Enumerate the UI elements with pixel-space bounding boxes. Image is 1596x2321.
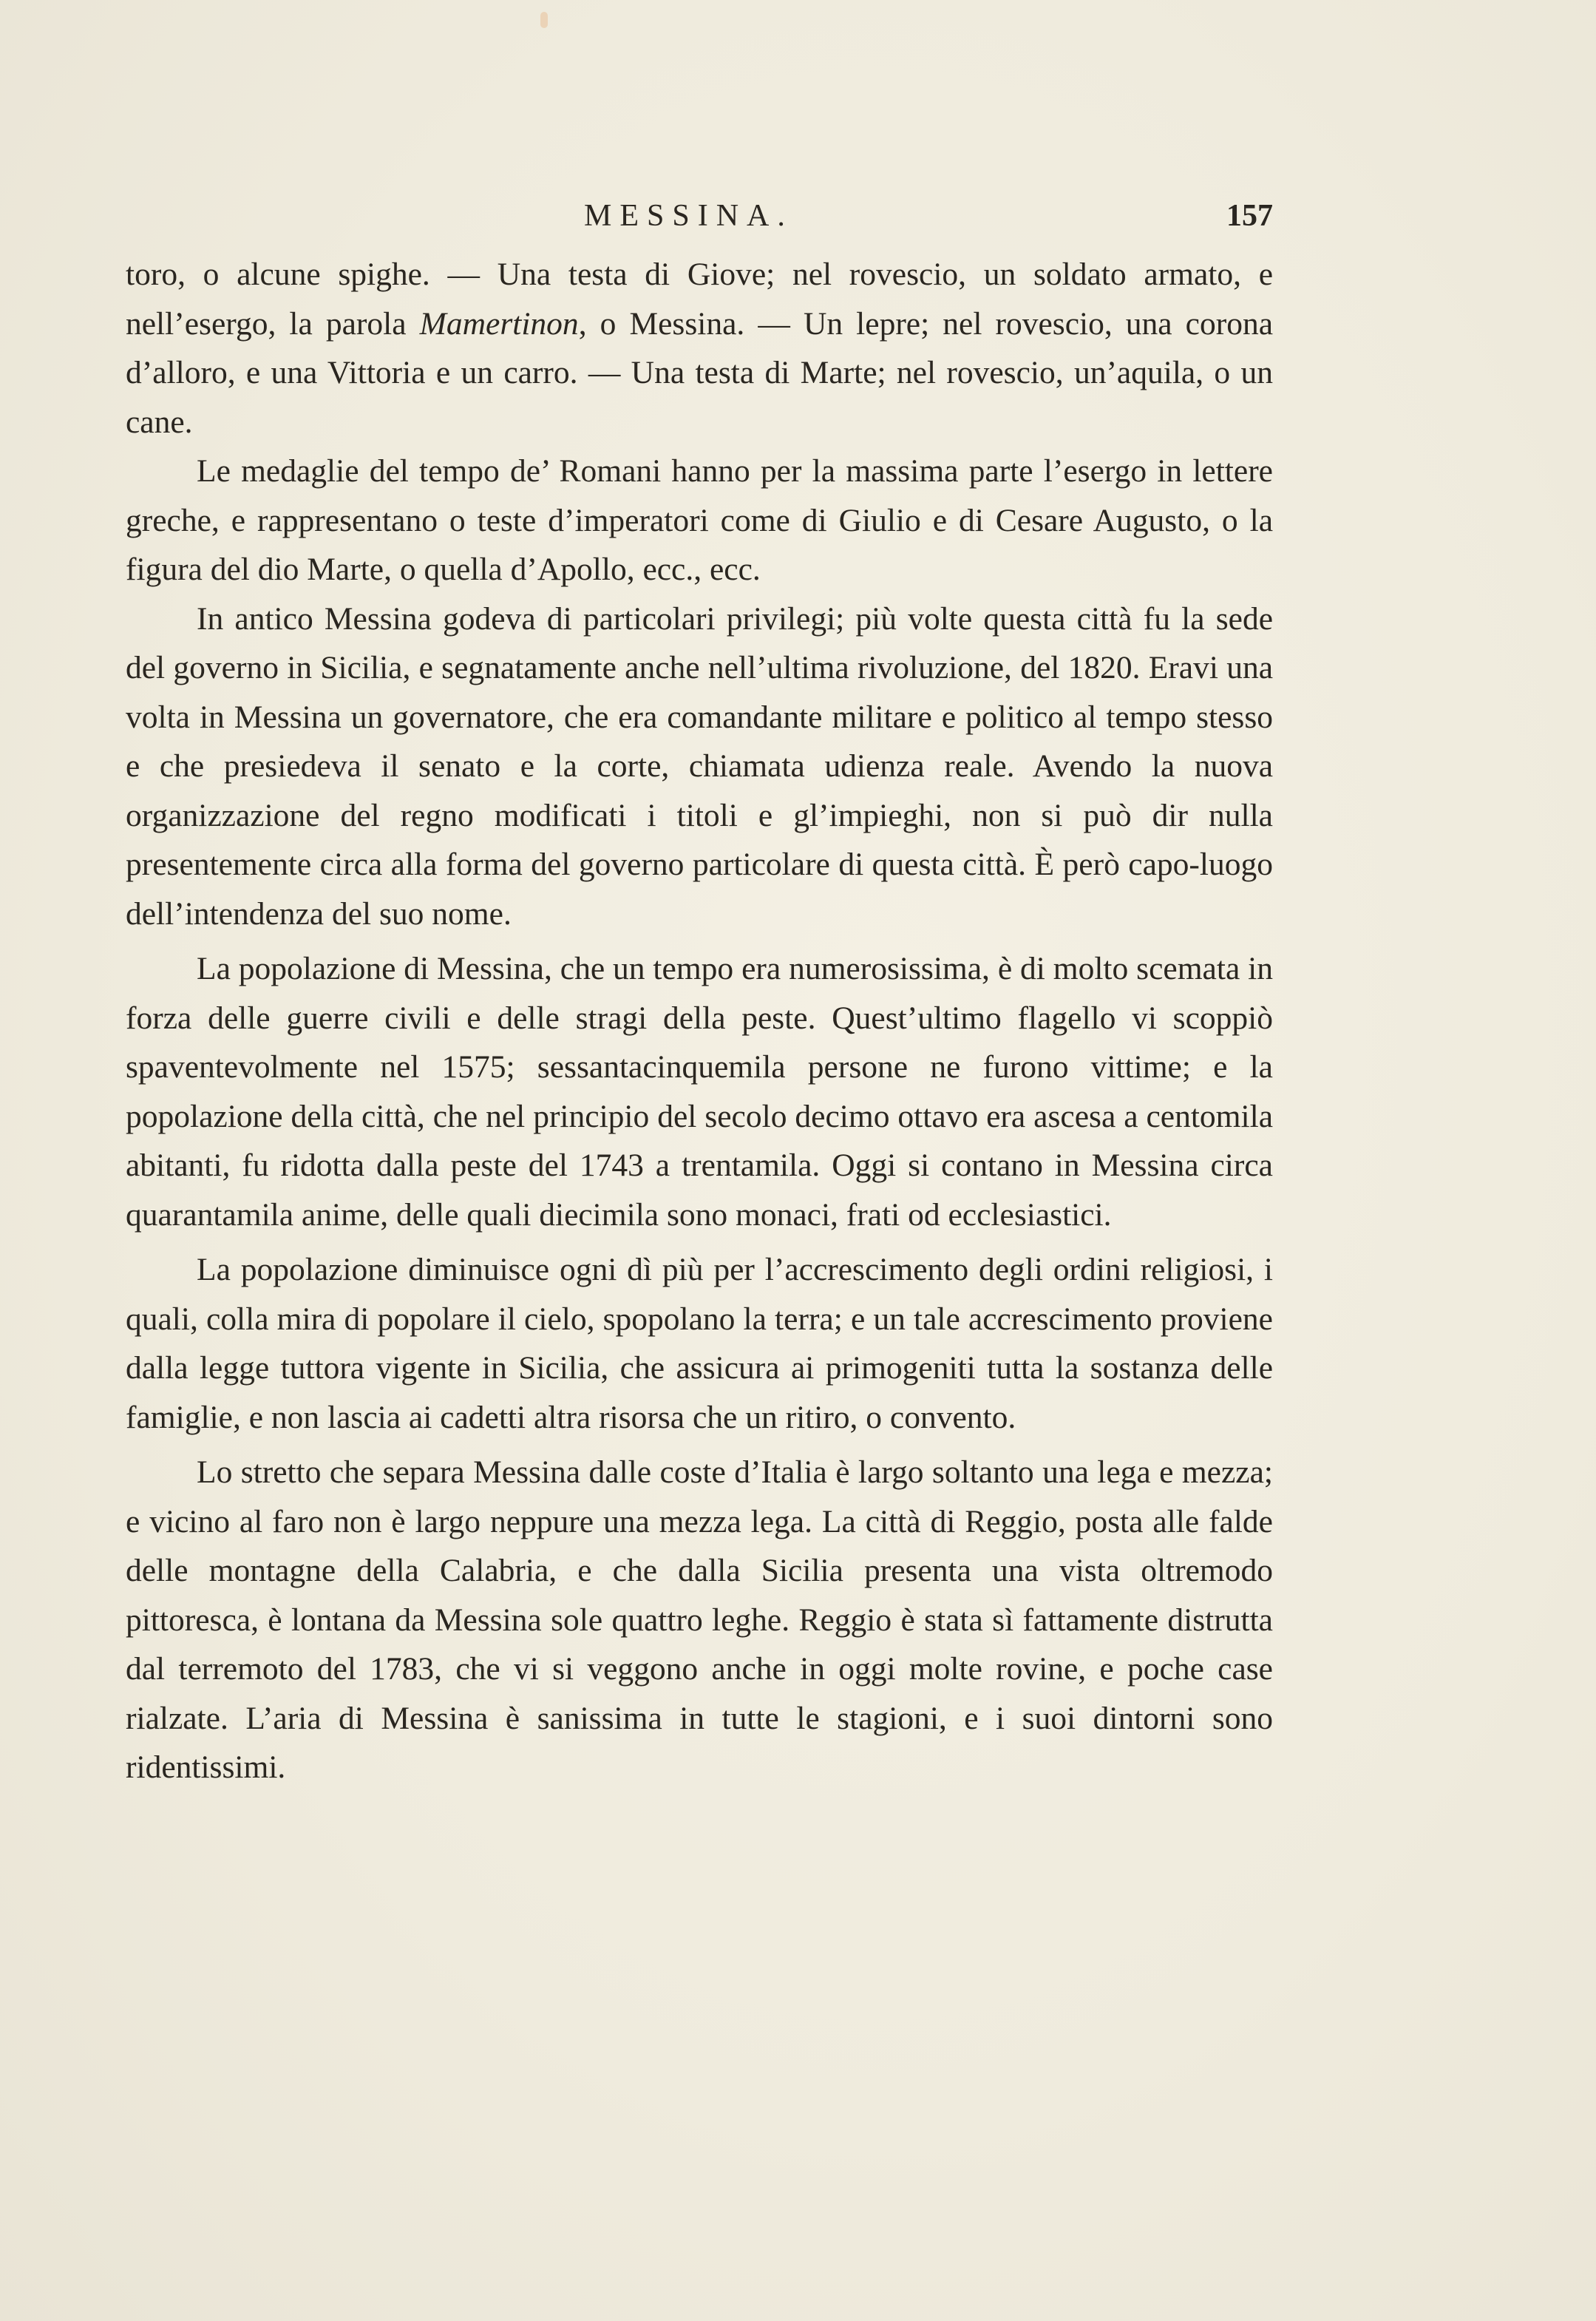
paragraph-1: toro, o alcune spighe. — Una testa di Giove; nel rovescio, un soldato armato, e nell’esergo, la parola Mamertinon, o Messina. — Un lepre; nel rovescio, una corona d’alloro, e una Vittoria e un carro. — Una testa di Marte; nel rovescio, un’aquila, o un cane.	[126, 257, 1273, 440]
paper-stain	[540, 12, 548, 28]
page-number: 157	[1226, 199, 1273, 233]
paragraph-4: La popolazione di Messina, che un tempo era numerosissima, è di molto scemata in forza delle guerre civili e delle stragi della peste. Quest’ultimo flagello vi scoppiò spaventevolmente nel 1575; sessantacinquemila persone ne furono vittime; e la popolazione della città, che nel principio del secolo decimo ottavo era ascesa a centomila abitanti, fu ridotta dalla peste del 1743 a trentamila. Oggi si contano in Messina circa quarantamila anime, delle quali diecimila sono monaci, frati od ecclesiastici.	[126, 951, 1273, 1233]
paragraph-6: Lo stretto che separa Messina dalle coste d’Italia è largo soltanto una lega e mezza; e vicino al faro non è largo neppure una mezza lega. La città di Reggio, posta alle falde delle montagne della Calabria, e che dalla Sicilia presenta una vista oltremodo pittoresca, è lontana da Messina sole quattro leghe. Reggio è stata sì fattamente distrutta dal terremoto del 1783, che vi si veggono anche in oggi molte rovine, e poche case rialzate. L’aria di Messina è sanissima in tutte le stagioni, e i suoi dintorni sono ridentissimi.	[126, 1454, 1273, 1785]
body-text	[126, 250, 1273, 1792]
paragraph-3: In antico Messina godeva di particolari privilegi; più volte questa città fu la sede del governo in Sicilia, e segnatamente anche nell’ultima rivoluzione, del 1820. Eravi una volta in Messina un governatore, che era comandante militare e politico al tempo stesso e che presiedeva il senato e la corte, chiamata udienza reale. Avendo la nuova organizzazione del regno modificati i titoli e gl’impieghi, non si può dir nulla presentemente circa alla forma del governo particolare di questa città. È però capo-luogo dell’intendenza del suo nome.	[126, 600, 1273, 932]
paragraph-5: La popolazione diminuisce ogni dì più per l’accrescimento degli ordini religiosi, i quali, colla mira di popolare il cielo, spopolano la terra; e un tale accrescimento proviene dalla legge tuttora vigente in Sicilia, che assicura ai primogeniti tutta la sostanza delle famiglie, e non lascia ai cadetti altra risorsa che un ritiro, o convento.	[126, 1252, 1273, 1435]
paragraph-2: Le medaglie del tempo de’ Romani hanno per la massima parte l’esergo in lettere greche, e rappresentano o teste d’imperatori come di Giulio e di Cesare Augusto, o la figura del dio Marte, o quella d’Apollo, ecc., ecc.	[126, 453, 1273, 587]
running-head	[126, 198, 1273, 243]
running-title: MESSINA.	[584, 199, 793, 233]
italic-word: Mamertinon	[419, 305, 579, 342]
